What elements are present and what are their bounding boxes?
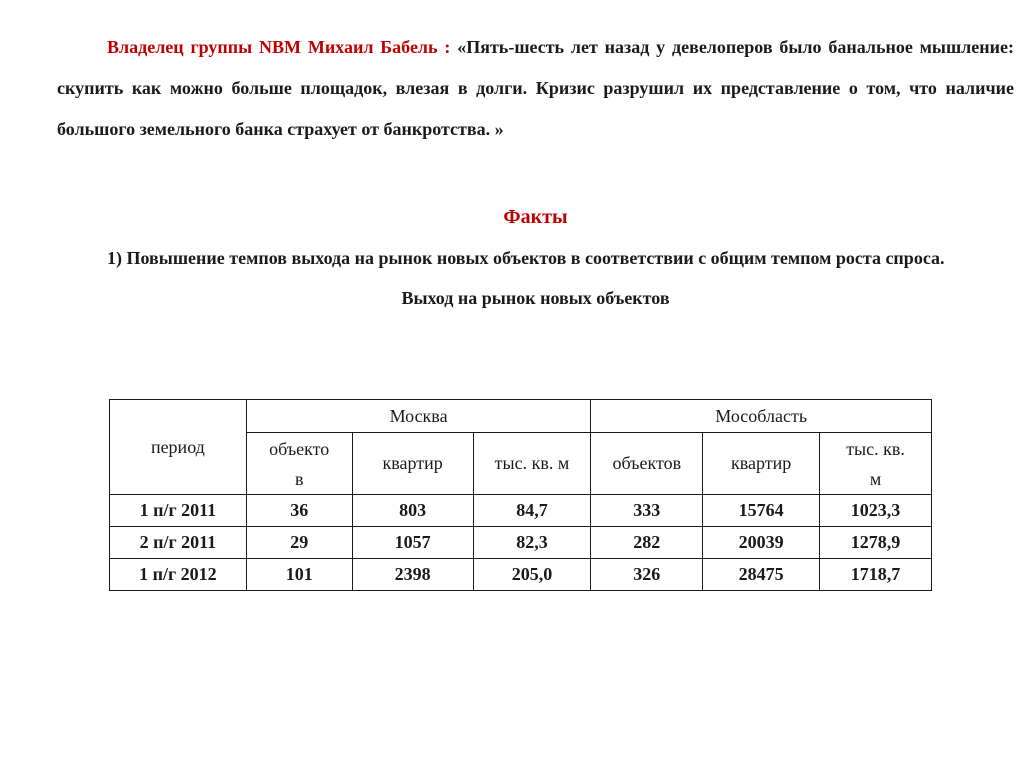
slide-content <box>57 27 1014 311</box>
table-row <box>110 495 932 527</box>
table-cell: 101 <box>246 559 352 591</box>
quote-separator: : <box>437 37 458 57</box>
table-cell: 1 п/г 2011 <box>110 495 247 527</box>
subheader-area-moscow: тыс. кв. м <box>473 433 591 495</box>
table-cell: 2398 <box>352 559 473 591</box>
table-row <box>110 527 932 559</box>
quote-text: «Пять-шесть лет назад у девелоперов было банальное мышление: скупить как можно больше площадок, влезая в долги. Кризис разрушил их представление о том, что наличие большого земельного банка страхует от банкротства. » <box>57 37 1015 139</box>
subheader-apartments-moscow: квартир <box>352 433 473 495</box>
region-group-header: Мособласть <box>591 400 932 433</box>
table-caption: Выход на рынок новых объектов <box>401 288 670 308</box>
subheader-area-region: тыс. кв. м <box>820 433 932 495</box>
table-cell: 333 <box>591 495 703 527</box>
table-cell: 1278,9 <box>820 527 932 559</box>
table-cell: 82,3 <box>473 527 591 559</box>
table-row <box>110 559 932 591</box>
table-cell: 20039 <box>703 527 820 559</box>
table-cell: 2 п/г 2011 <box>110 527 247 559</box>
table-cell: 1057 <box>352 527 473 559</box>
table-cell: 205,0 <box>473 559 591 591</box>
table-cell: 1023,3 <box>820 495 932 527</box>
table-cell: 29 <box>246 527 352 559</box>
table-cell: 28475 <box>703 559 820 591</box>
table-cell: 36 <box>246 495 352 527</box>
table-cell: 1 п/г 2012 <box>110 559 247 591</box>
period-header: период <box>110 400 247 495</box>
table-cell: 15764 <box>703 495 820 527</box>
quote-speaker: Владелец группы NBM Михаил Бабель <box>107 37 438 57</box>
subheader-objects-moscow: объекто в <box>246 433 352 495</box>
table-cell: 84,7 <box>473 495 591 527</box>
fact-item-1: 1) Повышение темпов выхода на рынок новых объектов в соответствии с общим темпом роста спроса. <box>107 248 945 268</box>
objects-table <box>109 399 932 591</box>
quote-paragraph <box>57 27 1014 150</box>
table-cell: 282 <box>591 527 703 559</box>
table-cell: 803 <box>352 495 473 527</box>
table-cell: 326 <box>591 559 703 591</box>
subheader-apartments-region: квартир <box>703 433 820 495</box>
facts-heading: Факты <box>503 206 568 228</box>
subheader-objects-region: объектов <box>591 433 703 495</box>
moscow-group-header: Москва <box>246 400 591 433</box>
table-cell: 1718,7 <box>820 559 932 591</box>
